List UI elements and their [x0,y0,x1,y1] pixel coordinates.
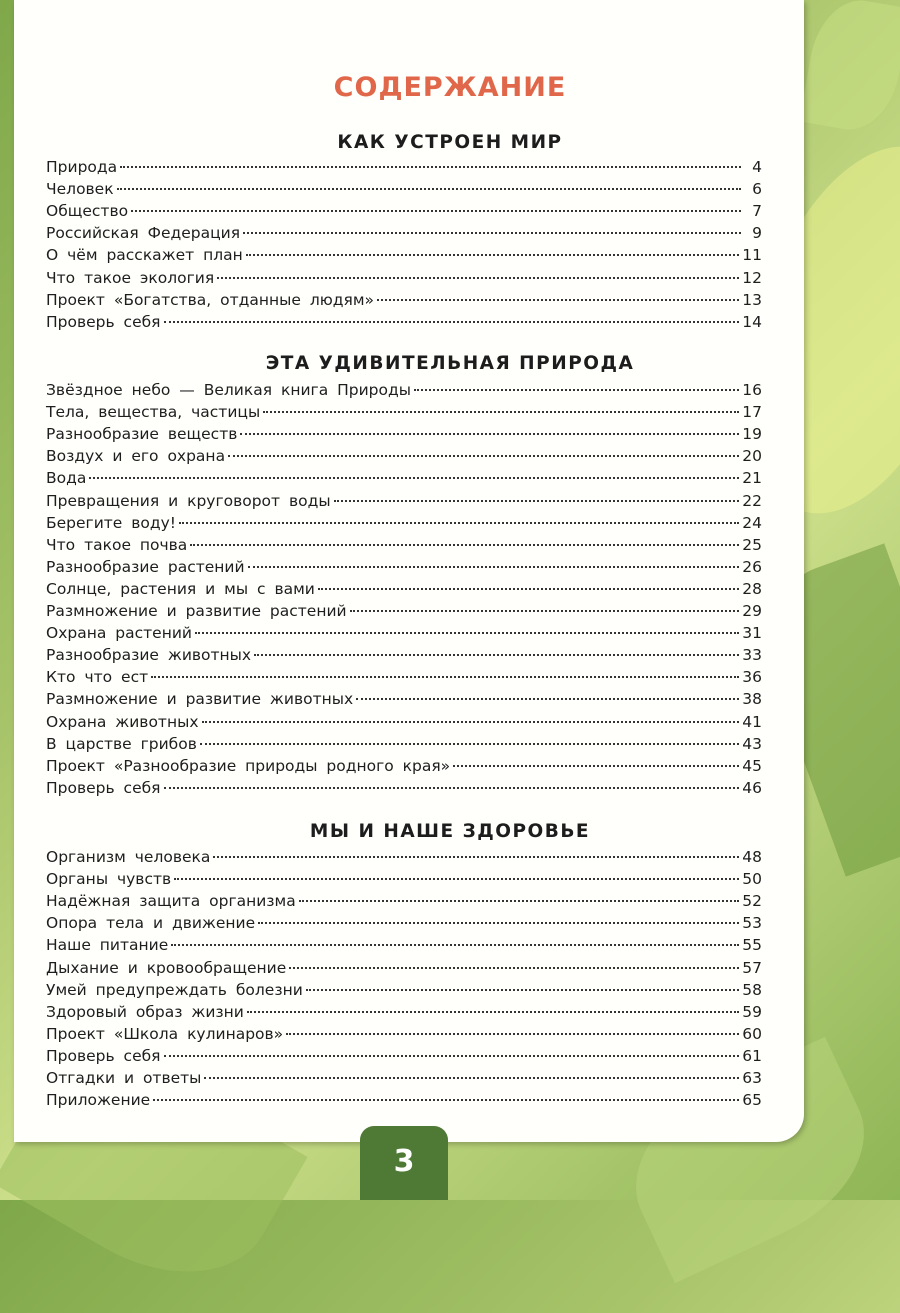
toc-entry-title: Кто что ест [46,668,149,687]
toc-entry-title: Дыхание и кровообращение [46,958,287,977]
dot-leader [350,610,740,612]
toc-entry-title: Что такое почва [46,535,188,554]
dot-leader [243,232,741,234]
toc-entry-title: Разнообразие растений [46,557,245,576]
toc-entry-title: Человек [46,180,114,199]
toc-entry [46,580,762,602]
toc-entry [46,224,762,246]
toc-entry-title: Тела, вещества, частицы [46,403,261,422]
toc-entry-page: 61 [742,1046,762,1065]
toc-entry-page: 63 [742,1069,762,1087]
toc-entry [46,269,762,291]
section-heading: МЫ И НАШЕ ЗДОРОВЬЕ [309,821,591,842]
dot-leader [153,1099,739,1101]
dot-leader [151,676,739,678]
dot-leader [202,721,740,723]
dot-leader [414,389,739,391]
dot-leader [213,856,739,858]
toc-entry-title: Звёздное небо — Великая книга Природы [46,381,411,399]
toc-entry [46,668,762,690]
toc-entry-page: 52 [742,892,762,911]
toc-entry-title: Отгадки и ответы [46,1069,202,1087]
dot-leader [248,566,740,568]
toc-entry-page: 13 [742,290,762,309]
toc-entry-page: 33 [742,646,762,665]
toc-entry [46,981,762,1003]
toc-entry [46,202,762,224]
dot-leader [164,787,740,789]
toc-entry-page: 22 [742,491,762,510]
toc-entry [46,713,762,735]
toc-entry-title: Превращения и круговорот воды [46,491,331,510]
toc-entry-page: 25 [742,535,762,554]
toc-entry-title: Приложение [46,1091,151,1110]
toc-entry-page: 24 [742,513,762,532]
toc-entry-page: 38 [742,690,762,709]
toc-entry [46,514,762,536]
dot-leader [318,588,739,590]
toc-entry-page: 55 [742,936,762,955]
dot-leader [171,944,739,946]
toc-entry [46,1025,762,1047]
toc-entry-page: 53 [742,914,762,933]
toc-entry-page: 57 [742,958,762,977]
section-heading: КАК УСТРОЕН МИР [337,132,563,153]
toc-entry-page: 19 [742,425,762,444]
toc-entry-title: Размножение и развитие животных [46,690,354,709]
dot-leader [164,321,740,323]
toc-entry-title: Проект «Школа кулинаров» [46,1024,284,1043]
toc-entry-page: 29 [742,602,762,620]
toc-entry-title: Проверь себя [46,312,161,331]
dot-leader [263,411,739,413]
toc-entry-page: 65 [742,1091,762,1110]
dot-leader [200,743,739,745]
dot-leader [174,878,739,880]
toc-entry-page: 12 [742,268,762,287]
toc-entry-title: Вода [46,469,87,488]
toc-entry [46,447,762,469]
toc-entry-page: 45 [742,756,762,775]
toc-entry [46,936,762,958]
toc-entry-title: Надёжная защита организма [46,892,296,911]
toc-entry [46,381,762,403]
toc-entry-title: Охрана животных [46,712,199,731]
toc-entry-title: Проект «Богатства, отданные людям» [46,290,375,309]
toc-entry-page: 50 [742,870,762,889]
toc-entry [46,892,762,914]
toc-entry [46,1047,762,1069]
toc-entry-title: Организм человека [46,848,211,866]
dot-leader [240,433,739,435]
toc-entry-title: Общество [46,202,129,221]
toc-entry [46,848,762,870]
toc-entry-page: 9 [752,224,762,243]
toc-entry [46,158,762,180]
toc-entry-title: Разнообразие веществ [46,425,238,444]
dot-leader [356,698,739,700]
toc-entry-page: 28 [742,579,762,598]
toc-entry-page: 6 [752,180,762,199]
toc-entry-title: Размножение и развитие растений [46,602,347,620]
toc-entry-page: 43 [742,734,762,753]
toc-entry [46,492,762,514]
dot-leader [306,989,739,991]
dot-leader [228,455,739,457]
toc-entry-page: 17 [742,403,762,422]
toc-entry-title: Умей предупреждать болезни [46,980,303,999]
toc-entry-title: Природа [46,158,118,176]
background-leaf [799,0,900,137]
toc-entry [46,914,762,936]
toc-entry-page: 59 [742,1002,762,1021]
toc-entry [46,425,762,447]
toc-entry-title: Берегите воду! [46,513,176,532]
toc-entry [46,536,762,558]
toc-entry-page: 41 [742,712,762,731]
toc-entry [46,469,762,491]
toc-entry-title: Проверь себя [46,778,161,797]
dot-leader [254,654,739,656]
dot-leader [117,188,741,190]
toc-entry-title: Наше питание [46,936,169,955]
toc-entry-title: Проект «Разнообразие природы родного края» [46,756,451,775]
toc-entry [46,1091,762,1113]
toc-entry-page: 14 [742,312,762,331]
dot-leader [120,166,741,168]
toc-entry [46,959,762,981]
toc-entry-title: Российская Федерация [46,224,241,243]
dot-leader [195,632,739,634]
toc-entry-page: 46 [742,778,762,797]
dot-leader [453,765,739,767]
toc-entry-title: Что такое экология [46,268,215,287]
toc-entry-title: Разнообразие животных [46,646,252,665]
toc-entry-page: 36 [742,668,762,687]
toc-entry [46,1069,762,1091]
toc-entry-title: Охрана растений [46,624,192,643]
toc-entry-page: 21 [742,469,762,488]
dot-leader [131,210,741,212]
toc-entry-title: Здоровый образ жизни [46,1002,244,1021]
toc-entry-page: 26 [742,557,762,576]
toc-entry [46,1003,762,1025]
toc-entry [46,180,762,202]
dot-leader [190,544,739,546]
toc-entry [46,602,762,624]
toc-entry [46,870,762,892]
dot-leader [258,922,739,924]
dot-leader [377,299,739,301]
dot-leader [289,967,739,969]
dot-leader [299,900,740,902]
dot-leader [204,1077,739,1079]
toc-entry-page: 16 [742,381,762,399]
toc-entry [46,558,762,580]
toc-entry [46,690,762,712]
toc-entry-page: 11 [742,246,762,265]
toc-entry-title: В царстве грибов [46,734,197,753]
toc-entry-page: 58 [742,980,762,999]
toc-entry-title: О чём расскажет план [46,246,243,265]
toc-entry-page: 31 [742,624,762,643]
page-number-tab [360,1126,448,1200]
dot-leader [246,254,739,256]
page-title: СОДЕРЖАНИЕ [333,72,567,103]
toc-entry-title: Проверь себя [46,1046,161,1065]
toc-entry-page: 20 [742,447,762,466]
dot-leader [286,1033,739,1035]
toc-entry [46,313,762,335]
toc-entry [46,291,762,313]
toc-entry-page: 60 [742,1024,762,1043]
toc-entry [46,646,762,668]
toc-entry [46,246,762,268]
toc-entry-page: 7 [752,202,762,221]
toc-entry [46,779,762,801]
toc-entry [46,403,762,425]
toc-entry-title: Органы чувств [46,870,172,889]
dot-leader [247,1011,739,1013]
toc-entry-page: 48 [742,848,762,866]
dot-leader [164,1055,740,1057]
dot-leader [179,522,739,524]
toc-entry [46,624,762,646]
toc-entry-page: 4 [752,158,762,176]
toc-entry-title: Воздух и его охрана [46,447,226,466]
toc-entry [46,735,762,757]
page-number: 3 [393,1143,415,1179]
dot-leader [89,477,739,479]
toc-entry [46,757,762,779]
dot-leader [334,500,740,502]
toc-entry-title: Солнце, растения и мы с вами [46,579,315,598]
dot-leader [217,277,739,279]
toc-entry-title: Опора тела и движение [46,914,256,933]
section-heading: ЭТА УДИВИТЕЛЬНАЯ ПРИРОДА [265,353,635,374]
